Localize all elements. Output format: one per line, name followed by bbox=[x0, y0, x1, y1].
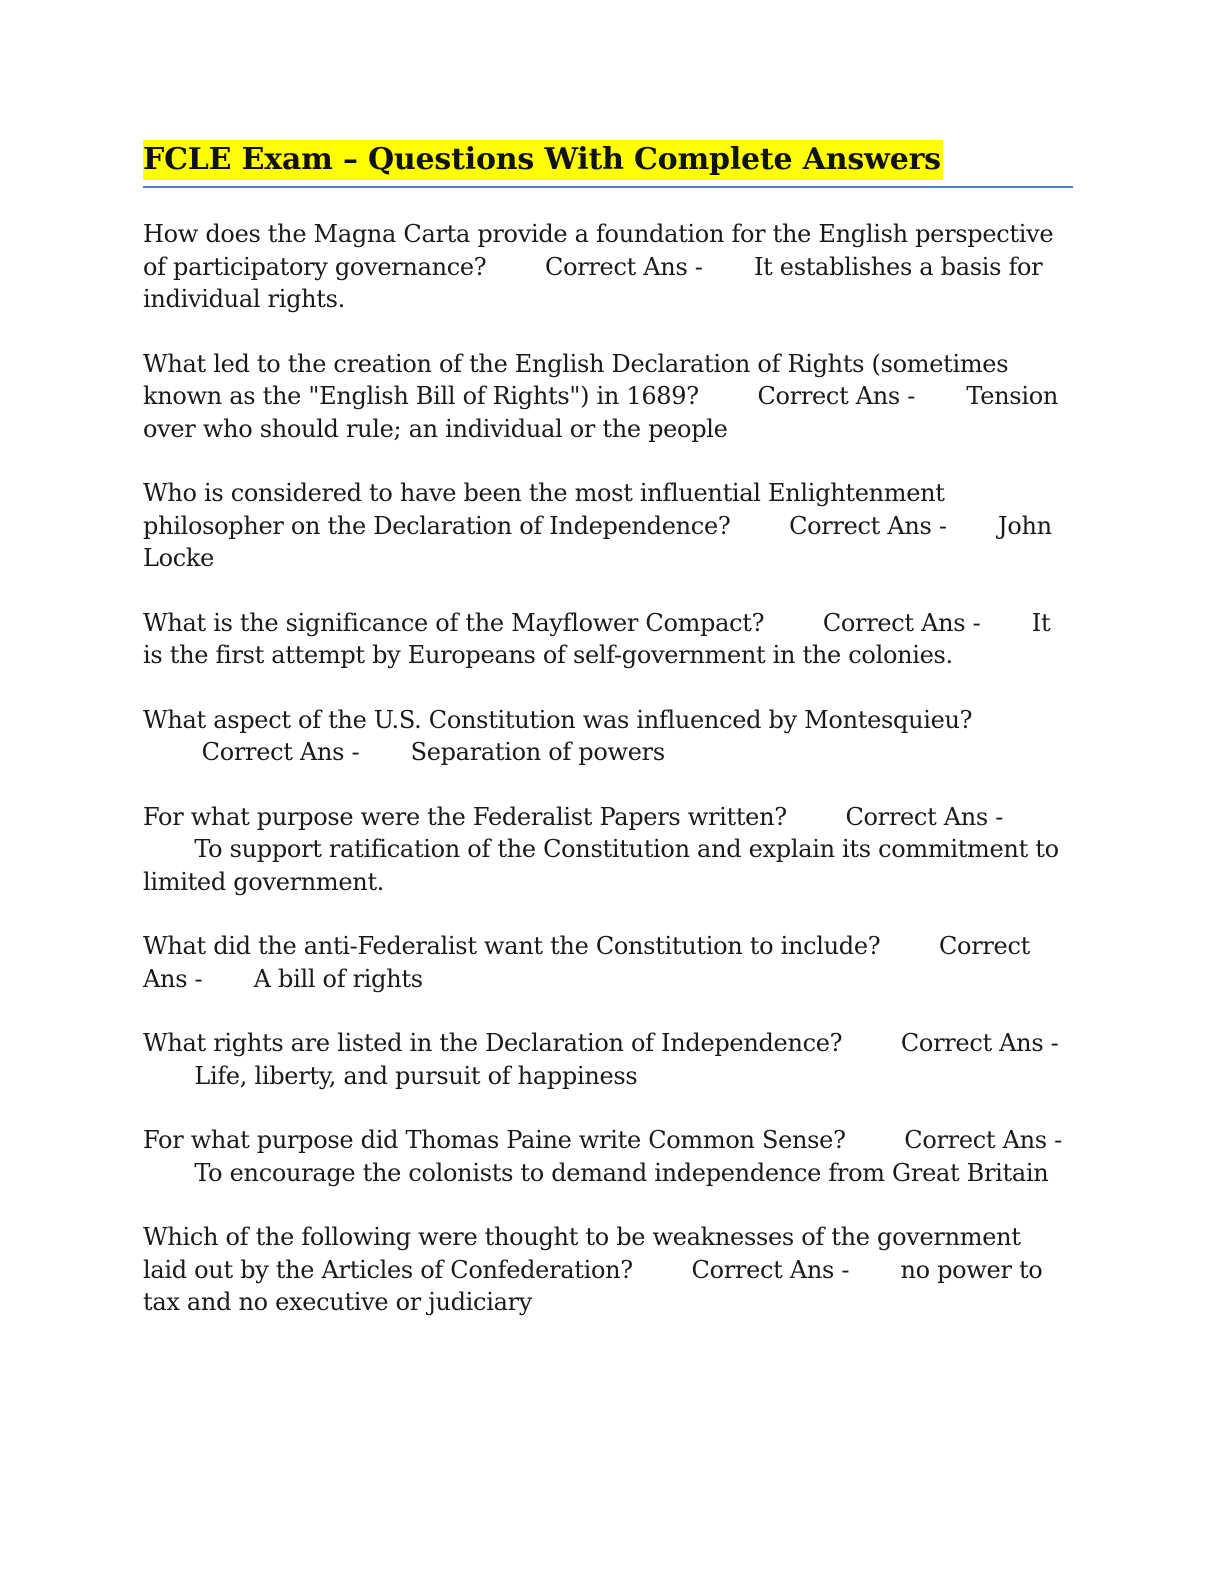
answer-text: no power to tax and no executive or judiciary bbox=[143, 1255, 1043, 1316]
question-text: What aspect of the U.S. Constitution was influenced by Montesquieu? bbox=[143, 705, 973, 734]
qa-item bbox=[143, 477, 1068, 575]
answer-marker: Correct Ans - bbox=[757, 382, 916, 410]
answer-text: Tension over who should rule; an individual or the people bbox=[143, 382, 1059, 443]
question-text: What rights are listed in the Declaration of Independence? bbox=[143, 1029, 843, 1057]
question-text: What is the significance of the Mayflower Compact? bbox=[143, 608, 765, 637]
question-text: For what purpose did Thomas Paine write Common Sense? bbox=[143, 1126, 846, 1154]
title-block bbox=[143, 140, 1073, 188]
answer-marker: Correct Ans - bbox=[201, 738, 360, 766]
answer-marker: Correct Ans - bbox=[691, 1255, 850, 1284]
answer-text: A bill of rights bbox=[253, 964, 423, 993]
question-text: How does the Magna Carta provide a foundation for the English perspective of participatory governance? bbox=[143, 220, 1054, 281]
question-text: Who is considered to have been the most influential Enlightenment philosopher on the Declaration of Independence? bbox=[143, 479, 945, 540]
question-text: Which of the following were thought to be weaknesses of the government laid out by the Articles of Confederation? bbox=[143, 1223, 1021, 1284]
question-text: For what purpose were the Federalist Papers written? bbox=[143, 802, 787, 831]
qa-item bbox=[143, 607, 1068, 672]
qa-list bbox=[143, 218, 1073, 1319]
answer-marker: Correct Ans - bbox=[143, 932, 1030, 993]
qa-item bbox=[143, 801, 1068, 899]
question-text: What led to the creation of the English Declaration of Rights (sometimes known as the "English Bill of Rights") in 1689? bbox=[143, 349, 1009, 410]
answer-text: Life, liberty, and pursuit of happiness bbox=[194, 1061, 638, 1090]
answer-text: To encourage the colonists to demand independence from Great Britain bbox=[194, 1158, 1049, 1187]
answer-text: To support ratification of the Constitution and explain its commitment to limited government. bbox=[143, 835, 1059, 896]
answer-text: It establishes a basis for individual rights. bbox=[143, 252, 1043, 313]
qa-item bbox=[143, 1027, 1068, 1092]
qa-item bbox=[143, 218, 1068, 316]
answer-marker: Correct Ans - bbox=[789, 511, 947, 540]
answer-marker: Correct Ans - bbox=[904, 1126, 1062, 1154]
answer-marker: Correct Ans - bbox=[900, 1029, 1059, 1057]
question-text: What did the anti-Federalist want the Constitution to include? bbox=[143, 932, 881, 960]
answer-marker: Correct Ans - bbox=[822, 608, 981, 637]
answer-marker: Correct Ans - bbox=[845, 802, 1004, 831]
answer-text: Separation of powers bbox=[410, 738, 665, 766]
qa-item bbox=[143, 930, 1068, 995]
qa-item bbox=[143, 704, 1068, 769]
answer-text: It is the first attempt by Europeans of self-government in the colonies. bbox=[143, 608, 1051, 669]
answer-marker: Correct Ans - bbox=[545, 252, 703, 281]
document-page bbox=[143, 140, 1073, 1351]
answer-text: John Locke bbox=[143, 511, 1052, 572]
qa-item bbox=[143, 1124, 1068, 1189]
qa-item bbox=[143, 1221, 1068, 1319]
page-title: FCLE Exam – Questions With Complete Answers bbox=[143, 140, 943, 180]
qa-item bbox=[143, 348, 1068, 446]
